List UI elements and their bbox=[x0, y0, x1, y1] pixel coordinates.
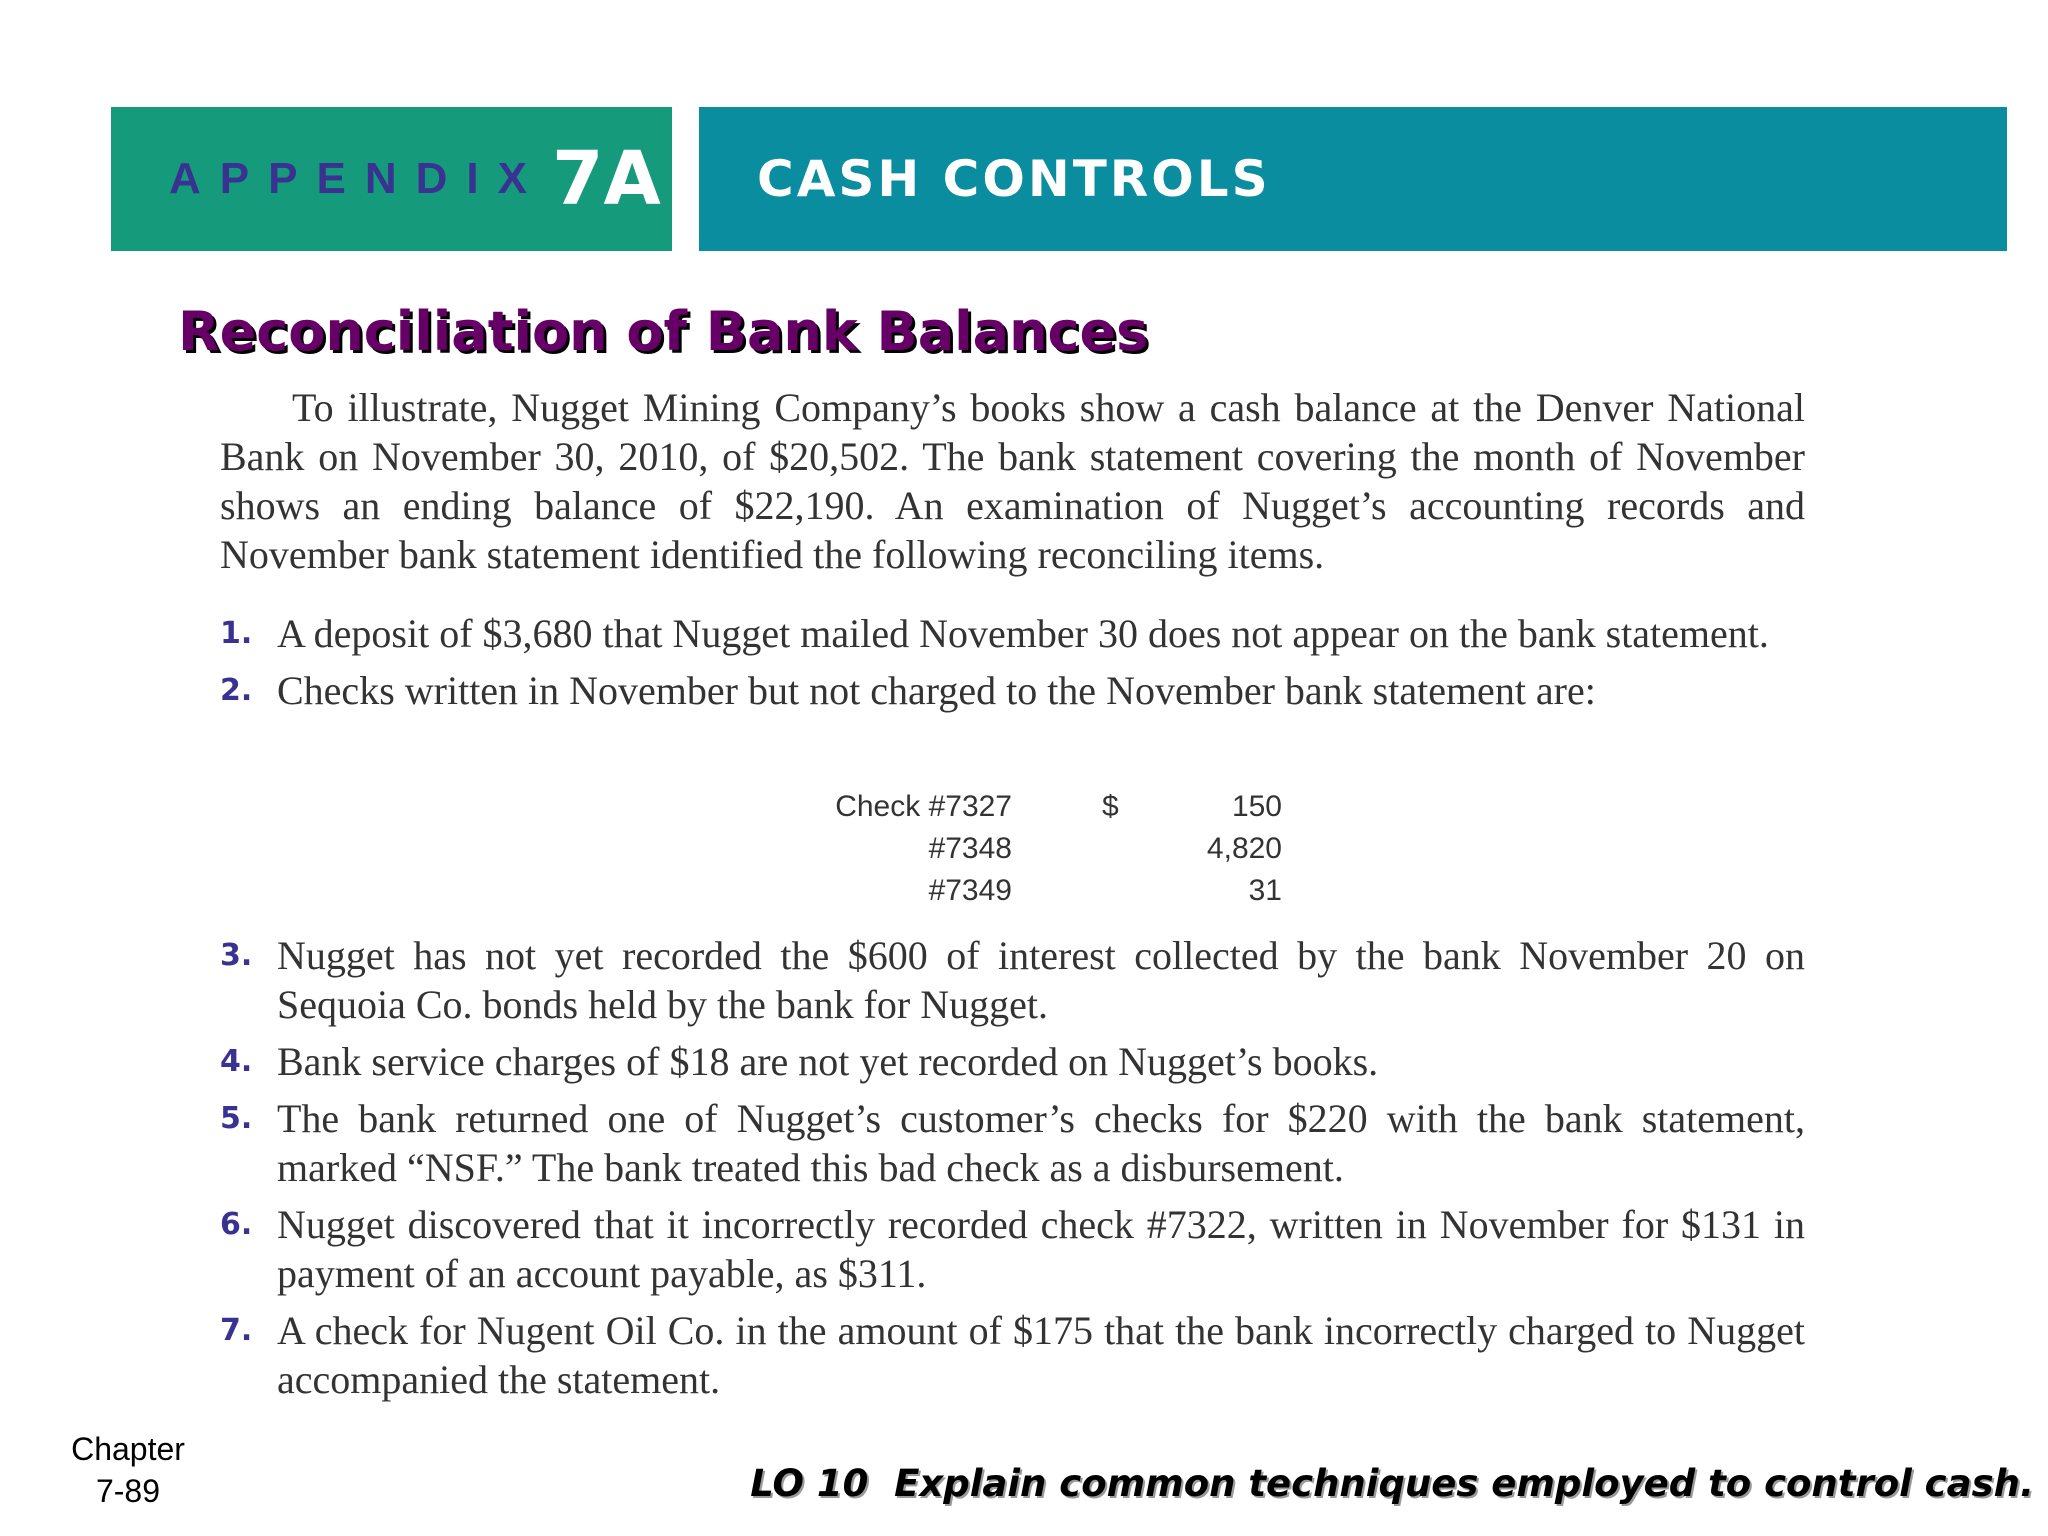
list-item bbox=[220, 609, 1805, 658]
slide-title: Reconciliation of Bank Balances bbox=[178, 300, 1149, 363]
check-amount: 4,820 bbox=[1206, 832, 1282, 865]
list-item bbox=[220, 1094, 1805, 1192]
item-number: 7. bbox=[220, 1313, 253, 1348]
reconciling-items-list-1 bbox=[220, 609, 1805, 723]
list-item bbox=[220, 1037, 1805, 1086]
check-number: #7349 bbox=[928, 874, 1012, 907]
item-number: 6. bbox=[220, 1207, 253, 1242]
check-currency bbox=[1012, 870, 1192, 912]
page-number: 7-89 bbox=[95, 1473, 161, 1509]
table-row bbox=[800, 870, 1282, 912]
list-item bbox=[220, 666, 1805, 715]
item-text: Nugget discovered that it incorrectly recorded check #7322, written in November for $131 in payment of an account payable, as $311. bbox=[277, 1202, 1805, 1296]
check-currency bbox=[1012, 828, 1192, 870]
intro-paragraph: To illustrate, Nugget Mining Company’s books show a cash balance at the Denver National Bank on November 30, 2010, of $20,502. The bank statement covering the month of November shows an ending balance of $22,190. An examination of Nugget’s accounting records and November bank statement identified the following reconciling items. bbox=[220, 385, 1805, 577]
table-row bbox=[800, 786, 1282, 828]
list-item bbox=[220, 1200, 1805, 1298]
item-text: A deposit of $3,680 that Nugget mailed November 30 does not appear on the bank statement. bbox=[277, 611, 1769, 656]
item-number: 2. bbox=[220, 673, 253, 708]
check-number: Check #7327 bbox=[835, 790, 1012, 823]
item-number: 1. bbox=[220, 616, 253, 651]
check-amount: 150 bbox=[1231, 790, 1282, 823]
section-banner bbox=[699, 107, 2007, 251]
item-text: Nugget has not yet recorded the $600 of interest collected by the bank November 20 on Sequoia Co. bonds held by the bank for Nugget. bbox=[277, 933, 1805, 1027]
appendix-word: APPENDIX bbox=[169, 154, 546, 203]
reconciling-items-list-2 bbox=[220, 931, 1805, 1412]
list-item bbox=[220, 1306, 1805, 1404]
item-text: Bank service charges of $18 are not yet recorded on Nugget’s books. bbox=[277, 1039, 1379, 1084]
appendix-banner bbox=[111, 107, 672, 251]
item-text: A check for Nugent Oil Co. in the amount of $175 that the bank incorrectly charged to Nugget accompanied the statement. bbox=[277, 1308, 1805, 1402]
table-row bbox=[800, 828, 1282, 870]
check-currency: $ bbox=[1102, 790, 1119, 823]
outstanding-checks-table bbox=[800, 786, 1282, 912]
check-amount: 31 bbox=[1248, 874, 1282, 907]
appendix-number: 7A bbox=[551, 136, 661, 222]
item-number: 4. bbox=[220, 1044, 253, 1079]
check-number: #7348 bbox=[928, 832, 1012, 865]
learning-objective: LO 10 Explain common techniques employed to control cash. bbox=[750, 1462, 2034, 1505]
item-text: Checks written in November but not charged to the November bank statement are: bbox=[277, 668, 1596, 713]
item-number: 5. bbox=[220, 1101, 253, 1136]
item-text: The bank returned one of Nugget’s customer’s checks for $220 with the bank statement, marked “NSF.” The bank treated this bad check as a disbursement. bbox=[277, 1096, 1805, 1190]
chapter-footer bbox=[58, 1428, 198, 1512]
section-title: CASH CONTROLS bbox=[757, 150, 1271, 208]
chapter-label: Chapter bbox=[71, 1431, 185, 1467]
list-item bbox=[220, 931, 1805, 1029]
item-number: 3. bbox=[220, 938, 253, 973]
